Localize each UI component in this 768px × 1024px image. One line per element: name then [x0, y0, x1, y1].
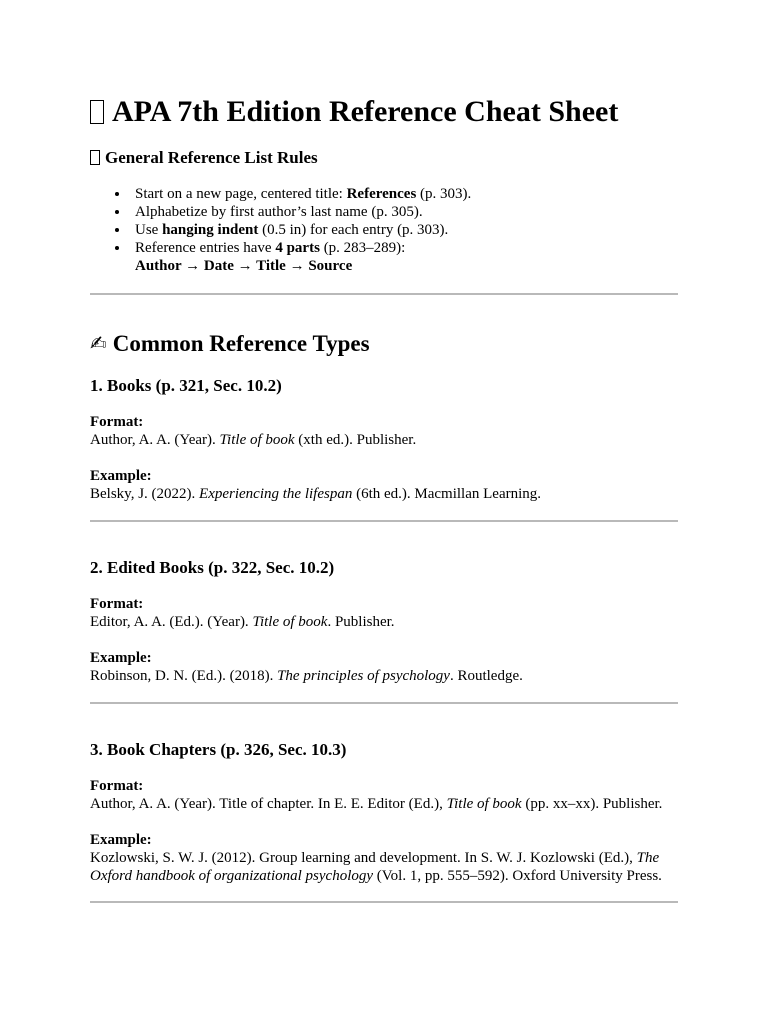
section-divider [90, 702, 678, 704]
general-rules-heading-text: General Reference List Rules [105, 148, 318, 167]
reference-type-title: 3. Book Chapters (p. 326, Sec. 10.3) [90, 740, 347, 759]
reference-type-title: 2. Edited Books (p. 322, Sec. 10.2) [90, 558, 335, 577]
page-title-text: APA 7th Edition Reference Cheat Sheet [112, 95, 619, 128]
section-divider [90, 293, 678, 295]
section-divider [90, 901, 678, 903]
format-label: Format: [90, 414, 144, 430]
common-types-heading [90, 327, 370, 360]
format-label: Format: [90, 596, 144, 612]
reference-type-edited-books [90, 557, 678, 684]
format-text: Editor, A. A. (Ed.). (Year). Title of book. Publisher. [90, 614, 395, 630]
section-divider [90, 520, 678, 522]
missing-glyph-icon [90, 100, 104, 124]
example-text: Kozlowski, S. W. J. (2012). Group learning and development. In S. W. J. Kozlowski (Ed.), The Oxford handbook of organizational psychology (Vol. 1, pp. 555–592). Oxford University Press. [90, 850, 662, 884]
list-item: Use hanging indent (0.5 in) for each entry (p. 303). [135, 221, 471, 239]
reference-type-books [90, 375, 678, 502]
writing-hand-icon: ✍ [90, 331, 107, 355]
example-label: Example: [90, 832, 152, 848]
reference-type-book-chapters [90, 739, 678, 884]
page-title [90, 92, 618, 132]
format-label: Format: [90, 778, 144, 794]
example-text: Robinson, D. N. (Ed.). (2018). The principles of psychology. Routledge. [90, 668, 523, 684]
example-text: Belsky, J. (2022). Experiencing the lifespan (6th ed.). Macmillan Learning. [90, 486, 542, 502]
reference-parts-chain: Author → Date → Title → Source [135, 258, 353, 274]
format-text: Author, A. A. (Year). Title of book (xth ed.). Publisher. [90, 432, 417, 448]
general-rules-list [90, 185, 471, 275]
example-label: Example: [90, 468, 152, 484]
format-text: Author, A. A. (Year). Title of chapter. In E. E. Editor (Ed.), Title of book (pp. xx–xx). Publisher. [90, 796, 663, 812]
list-item: Start on a new page, centered title: References (p. 303). [135, 186, 472, 202]
reference-type-title: 1. Books (p. 321, Sec. 10.2) [90, 376, 282, 395]
example-label: Example: [90, 650, 152, 666]
common-types-heading-text: Common Reference Types [112, 331, 370, 356]
list-item: Reference entries have 4 parts (p. 283–289): Author → Date → Title → Source [135, 239, 471, 275]
list-item: Alphabetize by first author’s last name (p. 305). [135, 203, 471, 221]
general-rules-heading [90, 147, 318, 169]
missing-glyph-icon [90, 150, 100, 165]
